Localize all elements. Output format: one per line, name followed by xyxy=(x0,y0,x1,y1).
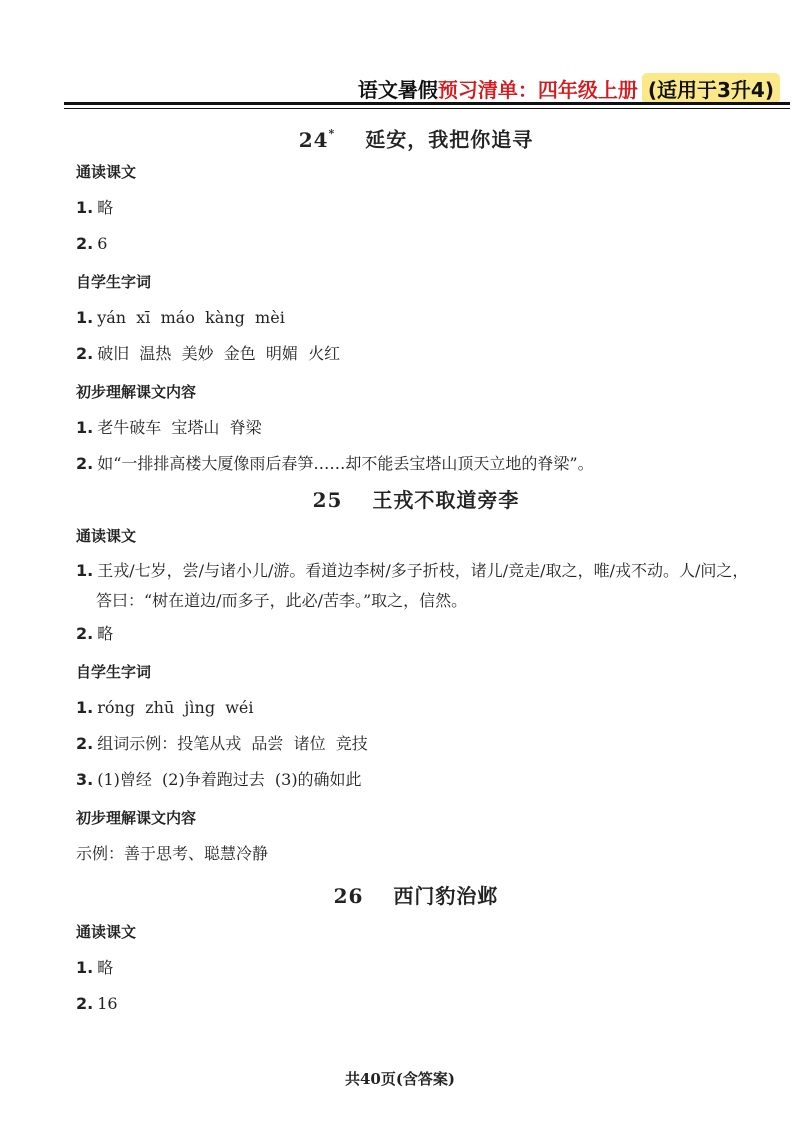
answer-item: 2. 破旧 温热 美妙 金色 明媚 火红 xyxy=(76,344,341,363)
answer-item: 1. róng zhū jìng wéi xyxy=(76,698,254,717)
section-heading: 通读课文 xyxy=(76,923,137,941)
answer-item: 2. 6 xyxy=(76,234,108,253)
lesson-number: 24* xyxy=(298,127,336,152)
lesson-number: 25 xyxy=(312,488,343,512)
answer-item: 1. yán xī máo kàng mèi xyxy=(76,308,285,327)
lesson-name: 延安，我把你追寻 xyxy=(365,127,534,152)
section-heading: 自学生字词 xyxy=(76,663,152,681)
answer-item: 2. 组词示例：投笔从戎 品尝 诸位 竞技 xyxy=(76,734,368,753)
lesson-title xyxy=(76,880,756,912)
answer-item: 3. (1)曾经 (2)争着跑过去 (3)的确如此 xyxy=(76,770,362,789)
header-rule-thick xyxy=(64,102,790,105)
section-heading: 初步理解课文内容 xyxy=(76,383,197,401)
answer-item: 2. 略 xyxy=(76,624,114,643)
lesson-number: 26 xyxy=(333,884,364,908)
section-heading: 初步理解课文内容 xyxy=(76,809,197,827)
section-heading: 自学生字词 xyxy=(76,273,152,291)
lesson-name: 西门豹治邺 xyxy=(393,884,499,908)
lesson-title xyxy=(76,120,756,152)
header-grade-badge: (适用于3升4) xyxy=(642,73,780,104)
answer-item: 2. 16 xyxy=(76,994,118,1013)
page-header xyxy=(60,70,780,106)
header-title: 预习清单：四年级上册 xyxy=(437,77,638,102)
section-heading: 通读课文 xyxy=(76,163,137,181)
answer-item: 1. 略 xyxy=(76,958,114,977)
answer-item: 示例：善于思考、聪慧冷静 xyxy=(76,844,269,863)
answer-item: 1. 老牛破车 宝塔山 脊梁 xyxy=(76,418,262,437)
answer-content xyxy=(76,118,756,1022)
section-heading: 通读课文 xyxy=(76,527,137,545)
lesson-name: 王戎不取道旁李 xyxy=(372,488,520,512)
header-rule-thin xyxy=(64,108,790,109)
answer-item: 1. 王戎/七岁，尝/与诸小儿/游。看道边李树/多子折枝，诸儿/竞走/取之，唯/戎不动。人/问之，答曰：“树在道边/而多子，此必/苦李。”取之，信然。 xyxy=(76,561,749,610)
header-prefix: 语文暑假 xyxy=(357,77,438,102)
answer-item: 2. 如“一排排高楼大厦像雨后春笋……却不能丢宝塔山顶天立地的脊梁”。 xyxy=(76,454,594,473)
lesson-title xyxy=(76,484,756,516)
page-footer: 共40页(含答案) xyxy=(344,1070,456,1088)
answer-item: 1. 略 xyxy=(76,198,114,217)
